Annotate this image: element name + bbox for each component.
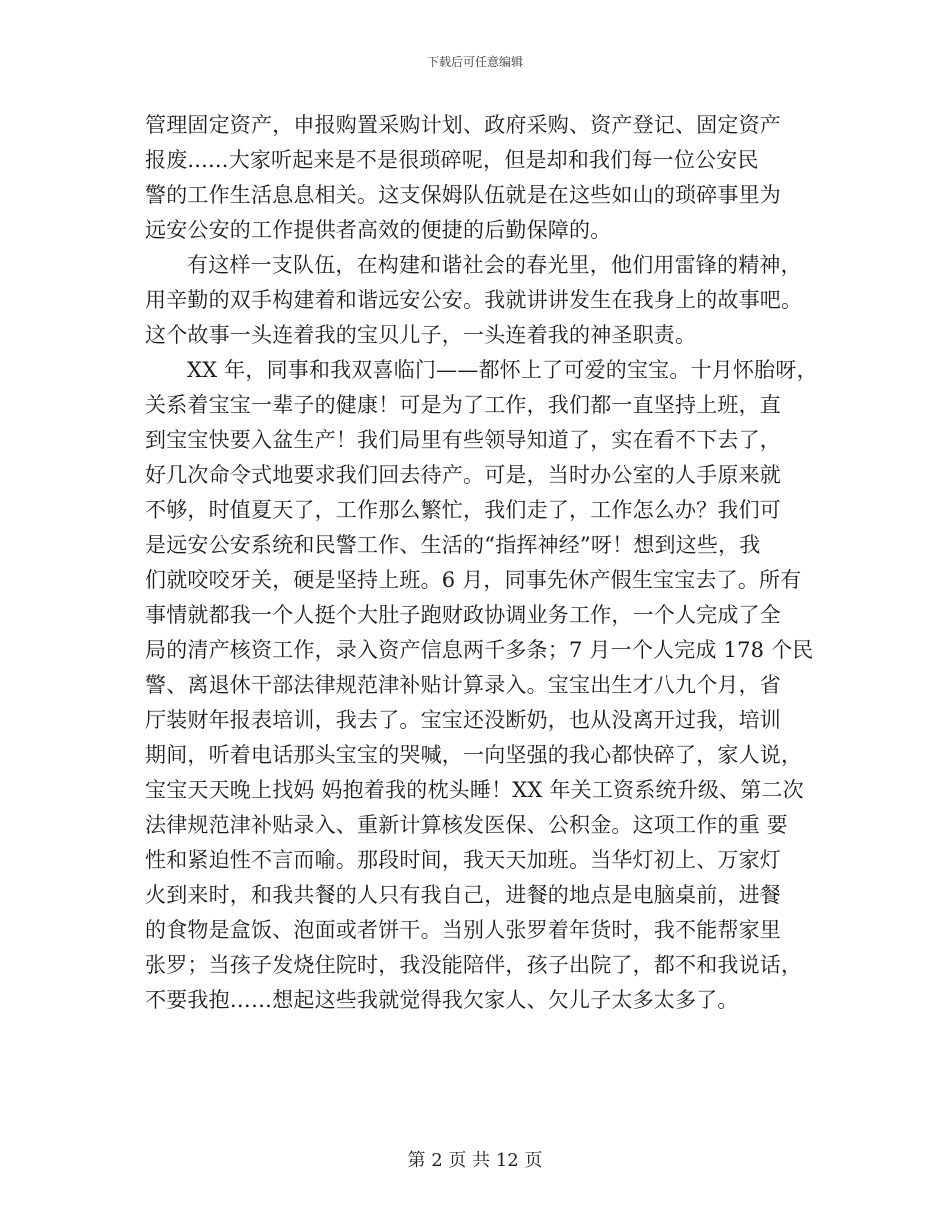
text-line: 好几次命令式地要求我们回去待产。可是，当时办公室的人手原来就: [145, 463, 781, 487]
paragraph-first-line: 有这样一支队伍，在构建和谐社会的春光里，他们用雷锋的精神，: [187, 253, 802, 277]
text-line: 们就咬咬牙关，硬是坚持上班。6 月，同事先休产假生宝宝去了。所有: [145, 568, 802, 592]
document-body: [145, 108, 818, 1018]
text-line: 警的工作生活息息相关。这支保姆队伍就是在这些如山的琐碎事里为: [145, 183, 781, 207]
text-line: 局的清产核资工作，录入资产信息两千多条；7 月一个人完成 178 个民: [145, 638, 814, 662]
text-line: 不要我抱……想起这些我就觉得我欠家人、欠儿子太多太多了。: [145, 988, 739, 1012]
text-line: 事情就都我一个人挺个大肚子跑财政协调业务工作，一个人完成了全: [145, 603, 781, 627]
text-line: 宝宝天天晚上找妈 妈抱着我的枕头睡！XX 年关工资系统升级、第二次: [145, 778, 804, 802]
paragraph-first-line: XX 年，同事和我双喜临门——都怀上了可爱的宝宝。十月怀胎呀，: [187, 358, 818, 382]
text-line: 火到来时，和我共餐的人只有我自己，进餐的地点是电脑桌前，进餐: [145, 883, 781, 907]
text-line: 到宝宝快要入盆生产！我们局里有些领导知道了，实在看不下去了，: [145, 428, 781, 452]
text-line: 警、离退休干部法律规范津补贴计算录入。宝宝出生才八九个月，省: [145, 673, 781, 697]
text-line: 的食物是盒饭、泡面或者饼干。当别人张罗着年货时，我不能帮家里: [145, 918, 781, 942]
text-line: 性和紧迫性不言而喻。那段时间，我天天加班。当华灯初上、万家灯: [145, 848, 781, 872]
text-line: 这个故事一头连着我的宝贝儿子，一头连着我的神圣职责。: [145, 323, 697, 347]
page-number-footer: 第 2 页 共 12 页: [407, 1150, 543, 1171]
text-line: 关系着宝宝一辈子的健康！可是为了工作，我们都一直坚持上班，直: [145, 393, 781, 417]
text-line: 用辛勤的双手构建着和谐远安公安。我就讲讲发生在我身上的故事吧。: [145, 288, 803, 312]
text-line: 管理固定资产，申报购置采购计划、政府采购、资产登记、固定资产: [145, 113, 781, 137]
page-header: 下载后可任意编辑: [426, 55, 523, 69]
text-line: 不够，时值夏天了，工作那么繁忙，我们走了，工作怎么办？我们可: [145, 498, 781, 522]
text-line: 是远安公安系统和民警工作、生活的“指挥神经”呀！想到这些，我: [145, 533, 761, 557]
text-line: 张罗；当孩子发烧住院时，我没能陪伴，孩子出院了，都不和我说话，: [145, 953, 803, 977]
text-line: 期间，听着电话那头宝宝的哭喊，一向坚强的我心都快碎了，家人说，: [145, 743, 803, 767]
text-line: 厅装财年报表培训，我去了。宝宝还没断奶，也从没离开过我，培训: [145, 708, 781, 732]
text-line: 远安公安的工作提供者高效的便捷的后勤保障的。: [145, 218, 612, 242]
text-line: 报废......大家听起来是不是很琐碎呢，但是却和我们每一位公安民: [145, 148, 759, 172]
text-line: 法律规范津补贴录入、重新计算核发医保、公积金。这项工作的重 要: [145, 813, 788, 837]
